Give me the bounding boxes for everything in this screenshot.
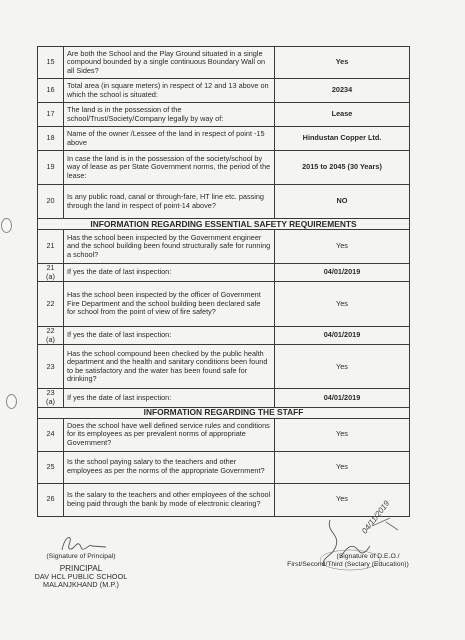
table-row [38,151,410,185]
row-question: If yes the date of last inspection: [64,264,275,282]
principal-signature-label: (Signature of Principal) [46,553,116,560]
staff-section-heading: INFORMATION REGARDING THE STAFF [38,407,410,418]
table-row [38,282,410,327]
table-row [38,389,410,407]
row-number: 16 [38,79,64,103]
table-row [38,264,410,282]
row-question: Are both the School and the Play Ground situated in a single compound bounded by a single continuous Boundary Wall on all Sides? [64,47,275,79]
row-number: 22 (a) [38,327,64,345]
principal-stamp-school: DAV HCL PUBLIC SCHOOL [34,572,128,581]
row-question: Does the school have well defined service rules and conditions for its employees as per prevalent norms of appropriate Government? [64,418,275,451]
row-answer: Yes [275,230,410,264]
row-number: 26 [38,483,64,516]
school-info-table [37,46,410,517]
row-question: If yes the date of last inspection: [64,389,275,407]
row-question: Is any public road, canal or through-fare, HT line etc. passing through the land in respect of point-14 above? [64,185,275,219]
table-row [38,327,410,345]
row-question: Name of the owner /Lessee of the land in respect of point -15 above [64,127,275,151]
table-row [38,79,410,103]
table-row [38,230,410,264]
row-question: Total area (in square meters) in respect of 12 and 13 above on which the school is situated: [64,79,275,103]
row-answer: Yes [275,47,410,79]
row-number: 19 [38,151,64,185]
deo-signature-designation: First/Second/Third (Sectary (Education)) [287,561,409,568]
row-number: 15 [38,47,64,79]
row-question: If yes the date of last inspection: [64,327,275,345]
deo-signature-label: (Signature of D.E.O./ [336,553,400,560]
table-row [38,185,410,219]
row-answer: Yes [275,345,410,389]
row-answer: 20234 [275,79,410,103]
deo-signature-block [248,553,448,569]
section-heading-row [38,219,410,230]
row-answer: Yes [275,483,410,516]
row-number: 22 [38,282,64,327]
row-number: 25 [38,451,64,483]
safety-section-heading: INFORMATION REGARDING ESSENTIAL SAFETY REQUIREMENTS [38,219,410,230]
principal-signature-block [6,553,156,589]
row-question: Has the school compound been checked by the public health department and the health and sanitary conditions been found to be satisfactory and the water has been found safe for drinking? [64,345,275,389]
row-answer: Yes [275,282,410,327]
row-question: In case the land is in the possession of the society/school by way of lease as per State Government norms, the period of the lease: [64,151,275,185]
row-answer: Yes [275,418,410,451]
table-row [38,418,410,451]
punch-hole-top [1,218,12,233]
row-answer: NO [275,185,410,219]
row-number: 20 [38,185,64,219]
table-row [38,451,410,483]
row-question: Is the school paying salary to the teachers and other employees as per the norms of the appropriate Government? [64,451,275,483]
row-answer: Hindustan Copper Ltd. [275,127,410,151]
row-answer: Lease [275,103,410,127]
row-answer: 2015 to 2045 (30 Years) [275,151,410,185]
table-row [38,127,410,151]
row-number: 23 [38,345,64,389]
row-question: Has the school been inspected by the Government engineer and the school building been found structurally safe for running a school? [64,230,275,264]
row-answer: Yes [275,451,410,483]
row-answer: 04/01/2019 [275,327,410,345]
principal-stamp-location: MALANJKHAND (M.P.) [43,580,119,589]
row-number: 21 (a) [38,264,64,282]
table-row [38,103,410,127]
table-row [38,345,410,389]
principal-stamp-title: PRINCIPAL [59,564,103,573]
row-number: 24 [38,418,64,451]
row-question: Is the salary to the teachers and other employees of the school being paid through the bank by mode of electronic clearing? [64,483,275,516]
row-number: 21 [38,230,64,264]
row-question: Has the school been inspected by the officer of Government Fire Department and the school building been declared safe for school from the point of view of fire safety? [64,282,275,327]
row-answer: 04/01/2019 [275,389,410,407]
row-question: The land is in the possession of the school/Trust/Society/Company legally by way of: [64,103,275,127]
row-number: 23 (a) [38,389,64,407]
row-number: 17 [38,103,64,127]
handwritten-date: 04/11/2019 [360,498,392,536]
row-answer: 04/01/2019 [275,264,410,282]
section-heading-row [38,407,410,418]
punch-hole-bottom [6,394,17,409]
table-row [38,47,410,79]
row-number: 18 [38,127,64,151]
